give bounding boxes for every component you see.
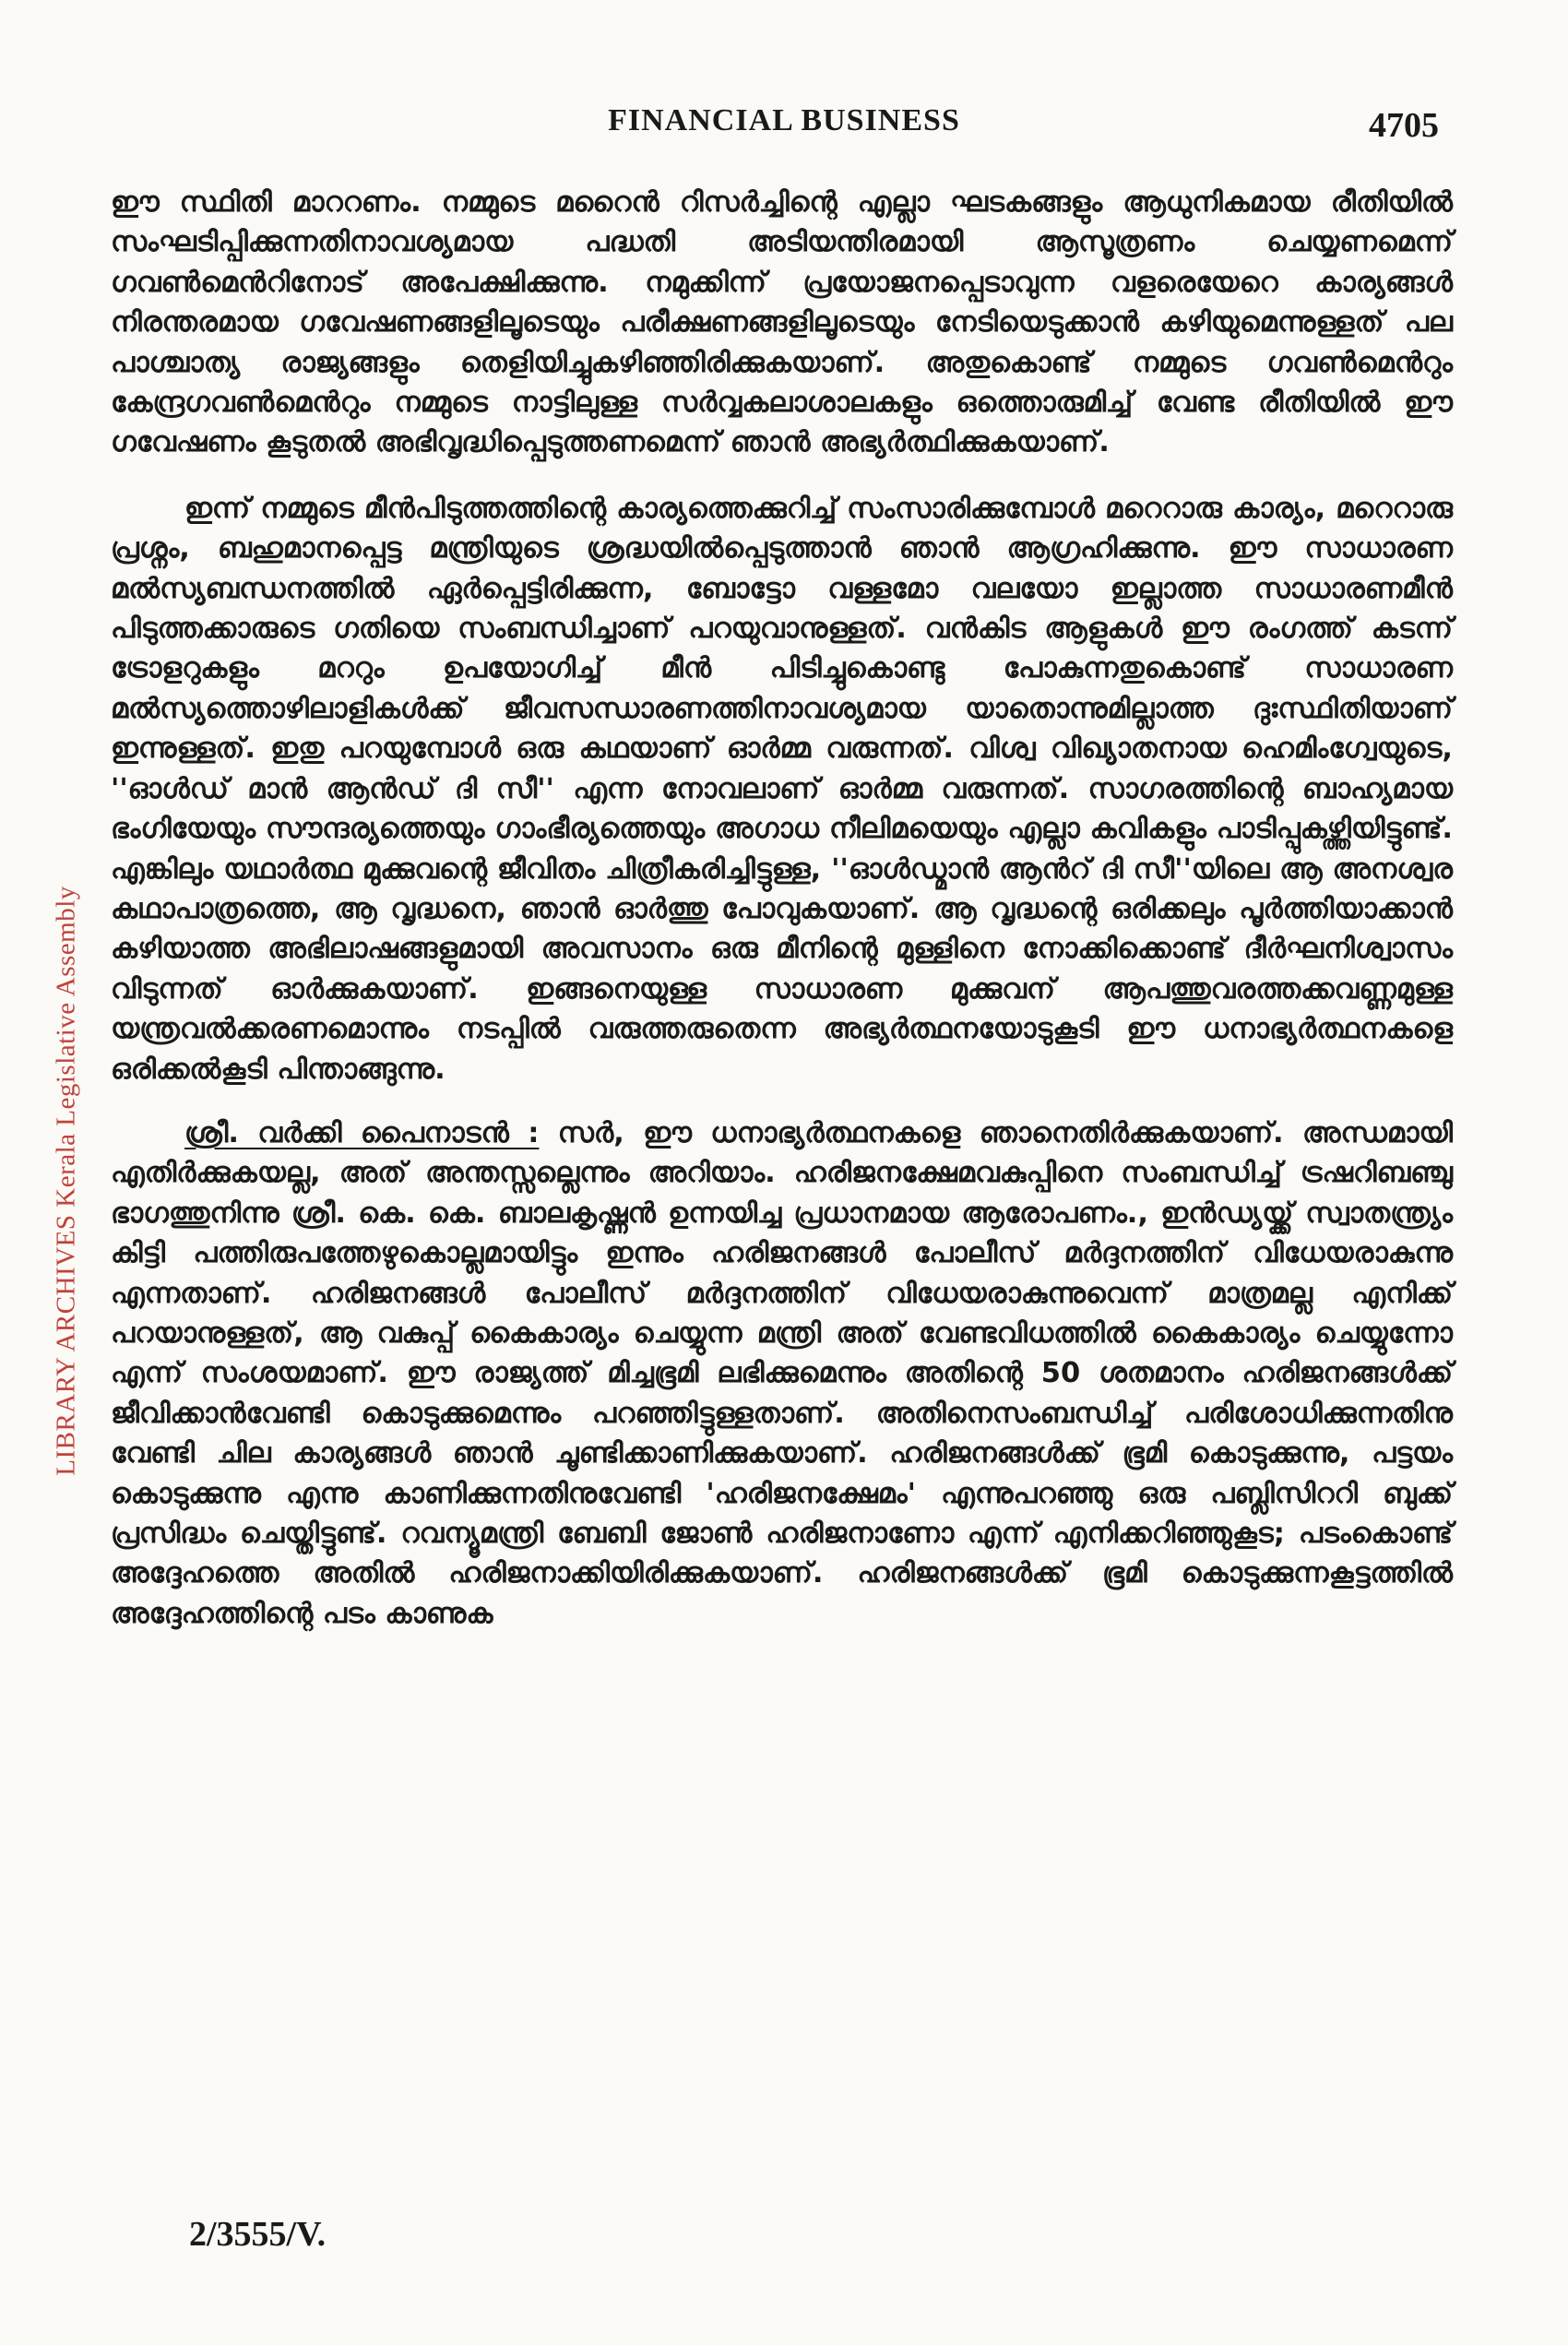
footer-code: 2/3555/V. [189, 2215, 327, 2254]
page-number: 4705 [1369, 106, 1439, 145]
paragraph-1: ഈ സ്ഥിതി മാററണം. നമ്മുടെ മറൈൻ റിസർച്ചിന്റെ എല്ലാ ഘടകങ്ങളും ആധുനികമായ രീതിയിൽ സംഘടിപ്പിക്കുന്നതിനാവശ്യമായ പദ്ധതി അടിയന്തിരമായി ആസൂത്രണം ചെയ്യണമെന്ന് ഗവൺമെൻറിനോട് അപേക്ഷിക്കുന്നു. നമുക്കിന്ന് പ്രയോജനപ്പെടാവുന്ന വളരെയേറെ കാര്യങ്ങൾ നിരന്തരമായ ഗവേഷണങ്ങളിലൂടെയും പരീക്ഷണങ്ങളിലൂടെയും നേടിയെടുക്കാൻ കഴിയുമെന്നുള്ളത് പല പാശ്ചാത്യ രാജ്യങ്ങളും തെളിയിച്ചുകഴിഞ്ഞിരിക്കുകയാണ്. അതുകൊണ്ട് നമ്മുടെ ഗവൺമെൻറും കേന്ദ്രഗവൺമെൻറും നമ്മുടെ നാട്ടിലുള്ള സർവ്വകലാശാലകളും ഒത്തൊരുമിച്ച് വേണ്ട രീതിയിൽ ഈ ഗവേഷണം കൂടുതൽ അഭിവൃദ്ധിപ്പെടുത്തണമെന്ന് ഞാൻ അഭ്യർത്ഥിക്കുകയാണ്. [111, 186, 1453, 459]
body-text [111, 183, 1453, 1634]
speaker-name: ശ്രീ. വർക്കി പൈനാടൻ : [184, 1116, 540, 1149]
paragraph-3 [111, 1113, 1453, 1634]
paragraph-3-body: സർ, ഈ ധനാഭ്യർത്ഥനകളെ ഞാനെതിർക്കുകയാണ്. അന്ധമായി എതിർക്കുകയല്ല, അത് അന്തസ്സല്ലെന്നും അറിയാം. ഹരിജനക്ഷേമവകുപ്പിനെ സംബന്ധിച്ച് ട്രഷറിബഞ്ചു ഭാഗത്തുനിന്നു ശ്രീ. കെ. കെ. ബാലകൃഷ്ണൻ ഉന്നയിച്ച പ്രധാനമായ ആരോപണം., ഇൻഡ്യയ്ക്ക് സ്വാതന്ത്ര്യം കിട്ടി പത്തിരുപത്തേഴുകൊല്ലമായിട്ടും ഇന്നും ഹരിജനങ്ങൾ പോലീസ് മർദ്ദനത്തിന് വിധേയരാകുന്നു എന്നതാണ്. ഹരിജനങ്ങൾ പോലീസ് മർദ്ദനത്തിന് വിധേയരാകുന്നുവെന്ന് മാത്രമല്ല എനിക്ക് പറയാനുള്ളത്, ആ വകുപ്പ് കൈകാര്യം ചെയ്യുന്ന മന്ത്രി അത് വേണ്ടവിധത്തിൽ കൈകാര്യം ചെയ്യുന്നോ എന്ന് സംശയമാണ്. ഈ രാജ്യത്ത് മിച്ചഭൂമി ലഭിക്കുമെന്നും അതിന്റെ 50 ശതമാനം ഹരിജനങ്ങൾക്ക് ജീവിക്കാൻവേണ്ടി കൊടുക്കുമെന്നും പറഞ്ഞിട്ടുള്ളതാണ്. അതിനെസംബന്ധിച്ച് പരിശോധിക്കുന്നതിനു വേണ്ടി ചില കാര്യങ്ങൾ ഞാൻ ചൂണ്ടിക്കാണിക്കുകയാണ്. ഹരിജനങ്ങൾക്ക് ഭൂമി കൊടുക്കുന്നു, പട്ടയം കൊടുക്കുന്നു എന്നു കാണിക്കുന്നതിനുവേണ്ടി 'ഹരിജനക്ഷേമം' എന്നുപറഞ്ഞു ഒരു പബ്ലിസിററി ബുക്ക് പ്രസിദ്ധം ചെയ്തിട്ടുണ്ട്. റവന്യൂമന്ത്രി ബേബി ജോൺ ഹരിജനാണോ എന്ന് എനിക്കറിഞ്ഞുകൂട; പടംകൊണ്ട് അദ്ദേഹത്തെ അതിൽ ഹരിജനാക്കിയിരിക്കുകയാണ്. ഹരിജനങ്ങൾക്ക് ഭൂമി കൊടുക്കുന്നകൂട്ടത്തിൽ അദ്ദേഹത്തിന്റെ പടം കാണുക [111, 1116, 1454, 1630]
watermark-text: LIBRARY ARCHIVES Kerala Legislative Assembly [51, 886, 81, 1476]
archive-watermark [48, 766, 85, 1596]
page-header [111, 103, 1457, 159]
paragraph-2: ഇന്ന് നമ്മുടെ മീൻപിടുത്തത്തിന്റെ കാര്യത്തെക്കുറിച്ച് സംസാരിക്കുമ്പോൾ മറെറാരു കാര്യം, മറെറാരു പ്രശ്നം, ബഹുമാനപ്പെട്ട മന്ത്രിയുടെ ശ്രദ്ധയിൽപ്പെടുത്താൻ ഞാൻ ആഗ്രഹിക്കുന്നു. ഈ സാധാരണ മൽസ്യബന്ധനത്തിൽ ഏർപ്പെട്ടിരിക്കുന്ന, ബോട്ടോ വള്ളമോ വലയോ ഇല്ലാത്ത സാധാരണമീൻ പിടുത്തക്കാരുടെ ഗതിയെ സംബന്ധിച്ചാണ് പറയുവാനുള്ളത്. വൻകിട ആളുകൾ ഈ രംഗത്ത് കടന്ന് ട്രോളറുകളും മററും ഉപയോഗിച്ച് മീൻ പിടിച്ചുകൊണ്ടു പോകുന്നതുകൊണ്ട് സാധാരണ മൽസ്യത്തൊഴിലാളികൾക്ക് ജീവസന്ധാരണത്തിനാവശ്യമായ യാതൊന്നുമില്ലാത്ത ദുഃസ്ഥിതിയാണ് ഇന്നുള്ളത്. ഇതു പറയുമ്പോൾ ഒരു കഥയാണ് ഓർമ്മ വരുന്നത്. വിശ്വ വിഖ്യാതനായ ഹെമിംഗ്വേയുടെ, ''ഓൾഡ് മാൻ ആൻഡ് ദി സീ'' എന്ന നോവലാണ് ഓർമ്മ വരുന്നത്. സാഗരത്തിന്റെ ബാഹ്യമായ ഭംഗിയേയും സൗന്ദര്യത്തെയും ഗാംഭീര്യത്തെയും അഗാധ നീലിമയെയും എല്ലാ കവികളും പാടിപ്പുകഴ്ത്തിയിട്ടുണ്ട്. എങ്കിലും യഥാർത്ഥ മുക്കുവന്റെ ജീവിതം ചിത്രീകരിച്ചിട്ടുള്ള, ''ഓൾഡ്മാൻ ആൻറ് ദി സീ''യിലെ ആ അനശ്വര കഥാപാത്രത്തെ, ആ വൃദ്ധനെ, ഞാൻ ഓർത്തു പോവുകയാണ്. ആ വൃദ്ധന്റെ ഒരിക്കലും പൂർത്തിയാക്കാൻ കഴിയാത്ത അഭിലാഷങ്ങളുമായി അവസാനം ഒരു മീനിന്റെ മുള്ളിനെ നോക്കിക്കൊണ്ട് ദീർഘനിശ്വാസം വിടുന്നത് ഓർക്കുകയാണ്. ഇങ്ങനെയുള്ള സാധാരണ മുക്കുവന് ആപത്തുവരത്തക്കവണ്ണമുള്ള യന്ത്രവൽക്കരണമൊന്നും നടപ്പിൽ വരുത്തരുതെന്ന അഭ്യർത്ഥനയോടുകൂടി ഈ ധനാഭ്യർത്ഥനകളെ ഒരിക്കൽകൂടി പിന്താങ്ങുന്നു. [111, 492, 1453, 1086]
running-title: FINANCIAL BUSINESS [608, 103, 960, 137]
